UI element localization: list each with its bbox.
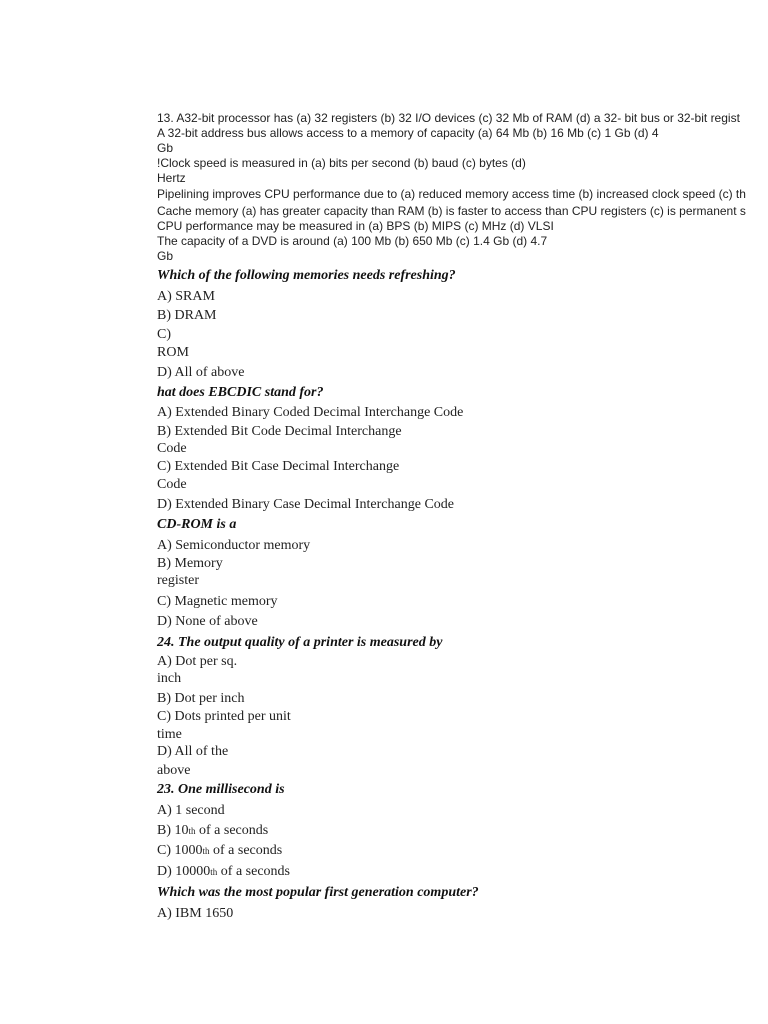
option-a: A) IBM 1650 <box>157 906 234 921</box>
option-b: B) Dot per inch <box>157 691 245 706</box>
option-d-continued: above <box>157 763 191 778</box>
option-d <box>157 864 290 880</box>
question-heading: hat does EBCDIC stand for? <box>157 385 324 400</box>
intro-line: The capacity of a DVD is around (a) 100 Mb (b) 650 Mb (c) 1.4 Gb (d) 4.7 <box>157 234 548 248</box>
option-a: A) Semiconductor memory <box>157 538 311 553</box>
option-a-continued: inch <box>157 671 182 686</box>
question-heading: Which of the following memories needs refreshing? <box>157 268 456 283</box>
option-text: of a seconds <box>217 864 290 879</box>
option-a: A) 1 second <box>157 803 225 818</box>
option-c: C) Magnetic memory <box>157 594 278 609</box>
option-text: B) 10 <box>157 823 189 838</box>
option-d: D) None of above <box>157 614 258 629</box>
option-a: A) SRAM <box>157 289 215 304</box>
option-b-continued: register <box>157 573 199 588</box>
intro-line: A 32-bit address bus allows access to a memory of capacity (a) 64 Mb (b) 16 Mb (c) 1 Gb (d) 4 <box>157 126 659 140</box>
intro-line: Gb <box>157 141 174 155</box>
option-d: D) Extended Binary Case Decimal Interchange Code <box>157 497 455 512</box>
option-d: D) All of the <box>157 744 229 759</box>
option-b <box>157 823 268 839</box>
option-c-continued: time <box>157 727 182 742</box>
option-c <box>157 843 282 859</box>
option-c: C) <box>157 327 171 342</box>
option-c: C) Dots printed per unit <box>157 709 291 724</box>
option-b-continued: Code <box>157 441 187 456</box>
option-a: A) Extended Binary Coded Decimal Interchange Code <box>157 405 464 420</box>
intro-line: CPU performance may be measured in (a) BPS (b) MIPS (c) MHz (d) VLSI <box>157 219 554 233</box>
option-d: D) All of above <box>157 365 245 380</box>
option-c: C) Extended Bit Case Decimal Interchange <box>157 459 400 474</box>
option-b: B) Memory <box>157 556 223 571</box>
ordinal-suffix: th <box>202 846 210 856</box>
ordinal-suffix: th <box>188 826 196 836</box>
question-heading: 24. The output quality of a printer is measured by <box>157 635 443 650</box>
option-c-continued: Code <box>157 477 187 492</box>
ordinal-suffix: th <box>210 867 218 877</box>
intro-line: Gb <box>157 249 174 263</box>
option-text: C) 1000 <box>157 843 203 858</box>
question-heading: Which was the most popular first generation computer? <box>157 885 479 900</box>
option-a: A) Dot per sq. <box>157 654 238 669</box>
option-text: of a seconds <box>195 823 269 838</box>
option-b: B) Extended Bit Code Decimal Interchange <box>157 424 402 439</box>
option-text: D) 10000 <box>157 864 211 879</box>
intro-line: Cache memory (a) has greater capacity than RAM (b) is faster to access than CPU registers (c) is permanent s <box>157 204 746 218</box>
option-b: B) DRAM <box>157 308 217 323</box>
intro-line: Pipelining improves CPU performance due to (a) reduced memory access time (b) increased clock speed (c) th <box>157 187 746 201</box>
question-heading: CD-ROM is a <box>157 517 237 532</box>
option-text: of a seconds <box>209 843 283 858</box>
intro-line: 13. A32-bit processor has (a) 32 registers (b) 32 I/O devices (c) 32 Mb of RAM (d) a 32- bit bus or 32-bit regist <box>157 111 740 125</box>
question-heading: 23. One millisecond is <box>157 782 285 797</box>
intro-line: Hertz <box>157 171 186 185</box>
option-c-continued: ROM <box>157 345 189 360</box>
intro-line: !Clock speed is measured in (a) bits per second (b) baud (c) bytes (d) <box>157 156 526 170</box>
